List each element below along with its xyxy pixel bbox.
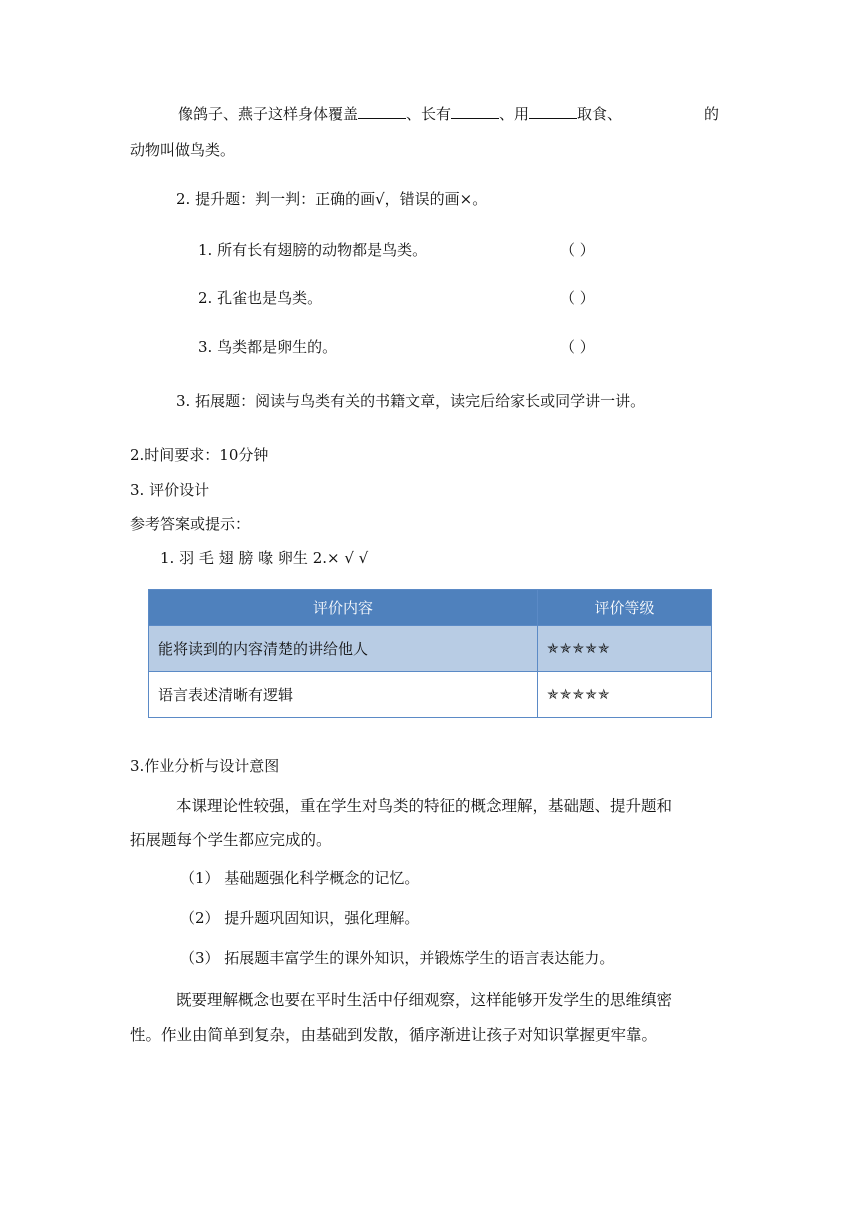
- fill-in-line-1: [178, 104, 622, 124]
- fill-in-text-b: 取食、: [577, 105, 623, 123]
- analysis-paragraph-1-line-1: 本课理论性较强，重在学生对鸟类的特征的概念理解，基础题、提升题和: [176, 797, 673, 815]
- header-content: 评价内容: [149, 590, 538, 626]
- table-row: [149, 672, 712, 718]
- fill-in-sep-1: 、长有: [406, 105, 452, 123]
- answer-title: 参考答案或提示：: [130, 515, 251, 533]
- evaluation-table: [148, 589, 712, 718]
- blank-2[interactable]: [451, 104, 499, 119]
- q2-item-3: 3. 鸟类都是卵生的。: [198, 338, 338, 356]
- q2-title: 2. 提升题：判一判：正确的画√，错误的画×。: [176, 190, 488, 208]
- q2-answer-paren-3[interactable]: （ ）: [560, 338, 595, 356]
- fill-in-sep-2: 、用: [499, 105, 530, 123]
- analysis-paragraph-2-line-1: 既要理解概念也要在平时生活中仔细观察，这样能够开发学生的思维缜密: [176, 991, 673, 1009]
- star-rating: ✯✯✯✯✯: [538, 672, 712, 718]
- point-2: （2） 提升题巩固知识，强化理解。: [180, 909, 420, 927]
- time-requirement: 2.时间要求：10分钟: [130, 446, 269, 464]
- fill-in-line-2: 动物叫做鸟类。: [130, 141, 236, 159]
- point-3: （3） 拓展题丰富学生的课外知识，并锻炼学生的语言表达能力。: [180, 949, 615, 967]
- fill-in-end: 的: [704, 105, 720, 123]
- star-rating: ✯✯✯✯✯: [538, 626, 712, 672]
- answer-line: 1. 羽 毛 翅 膀 喙 卵生 2.× √ √: [160, 549, 369, 567]
- fill-in-text-a: 像鸽子、燕子这样身体覆盖: [178, 105, 359, 123]
- q2-answer-paren-1[interactable]: （ ）: [560, 241, 595, 259]
- table-row: [149, 626, 712, 672]
- point-1: （1） 基础题强化科学概念的记忆。: [180, 869, 420, 887]
- q2-answer-paren-2[interactable]: （ ）: [560, 289, 595, 307]
- q2-item-1: 1. 所有长有翅膀的动物都是鸟类。: [198, 241, 428, 259]
- header-level: 评价等级: [538, 590, 712, 626]
- analysis-paragraph-2-line-2: 性。作业由简单到复杂，由基础到发散，循序渐进让孩子对知识掌握更牢靠。: [130, 1026, 658, 1044]
- analysis-heading: 3.作业分析与设计意图: [130, 757, 280, 775]
- blank-3[interactable]: [529, 104, 577, 119]
- table-header-row: [149, 590, 712, 626]
- blank-1[interactable]: [358, 104, 406, 119]
- analysis-paragraph-1-line-2: 拓展题每个学生都应完成的。: [130, 831, 332, 849]
- q2-item-2: 2. 孔雀也是鸟类。: [198, 289, 323, 307]
- row-content: 语言表述清晰有逻辑: [149, 672, 538, 718]
- q3-title: 3. 拓展题：阅读与鸟类有关的书籍文章，读完后给家长或同学讲一讲。: [176, 392, 646, 410]
- row-content: 能将读到的内容清楚的讲给他人: [149, 626, 538, 672]
- eval-design-heading: 3. 评价设计: [130, 481, 210, 499]
